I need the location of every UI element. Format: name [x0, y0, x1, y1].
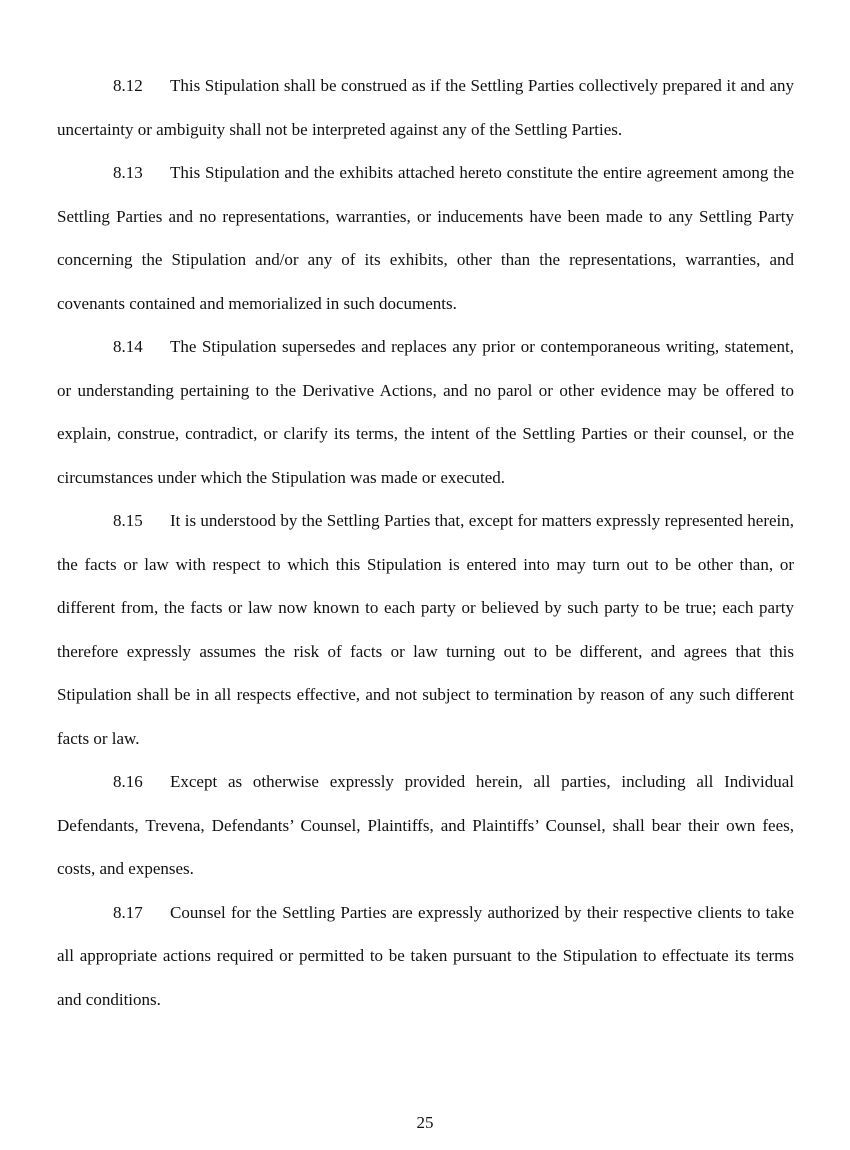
document-body	[57, 64, 794, 1021]
paragraph-number: 8.12	[113, 76, 143, 95]
page-number: 25	[416, 1113, 434, 1132]
paragraph-number: 8.16	[113, 772, 143, 791]
paragraph-8-13	[57, 151, 794, 325]
paragraph-text: It is understood by the Settling Parties that, except for matters expressly represented herein, the facts or law with respect to which this Stipulation is entered into may turn out to be other than, or different from, the facts or law now known to each party or believed by such party to be true; each party therefore expressly assumes the risk of facts or law turning out to be different, and agrees that this Stipulation shall be in all respects effective, and not subject to termination by reason of any such different facts or law.	[57, 511, 794, 748]
paragraph-number: 8.13	[113, 163, 143, 182]
paragraph-8-14	[57, 325, 794, 499]
paragraph-number: 8.15	[113, 511, 143, 530]
paragraph-text: Counsel for the Settling Parties are expressly authorized by their respective clients to take all appropriate actions required or permitted to be taken pursuant to the Stipulation to effectuate its terms and conditions.	[57, 902, 794, 1009]
paragraph-8-15	[57, 499, 794, 760]
paragraph-text: This Stipulation and the exhibits attached hereto constitute the entire agreement among the Settling Parties and no representations, warranties, or inducements have been made to any Settling Party concerning the Stipulation and/or any of its exhibits, other than the representations, warranties, and covenants contained and memorialized in such documents.	[57, 163, 794, 313]
paragraph-8-12	[57, 64, 794, 151]
paragraph-text: This Stipulation shall be construed as if the Settling Parties collectively prepared it and any uncertainty or ambiguity shall not be interpreted against any of the Settling Parties.	[57, 76, 794, 139]
paragraph-8-16	[57, 760, 794, 891]
paragraph-text: Except as otherwise expressly provided herein, all parties, including all Individual Defendants, Trevena, Defendants’ Counsel, Plaintiffs, and Plaintiffs’ Counsel, shall bear their own fees, costs, and expenses.	[57, 772, 794, 878]
paragraph-number: 8.14	[113, 337, 143, 356]
paragraph-text: The Stipulation supersedes and replaces any prior or contemporaneous writing, statement, or understanding pertaining to the Derivative Actions, and no parol or other evidence may be offered to explain, construe, contradict, or clarify its terms, the intent of the Settling Parties or their counsel, or the circumstances under which the Stipulation was made or executed.	[57, 337, 794, 487]
paragraph-8-17	[57, 891, 794, 1022]
paragraph-number: 8.17	[113, 902, 143, 922]
